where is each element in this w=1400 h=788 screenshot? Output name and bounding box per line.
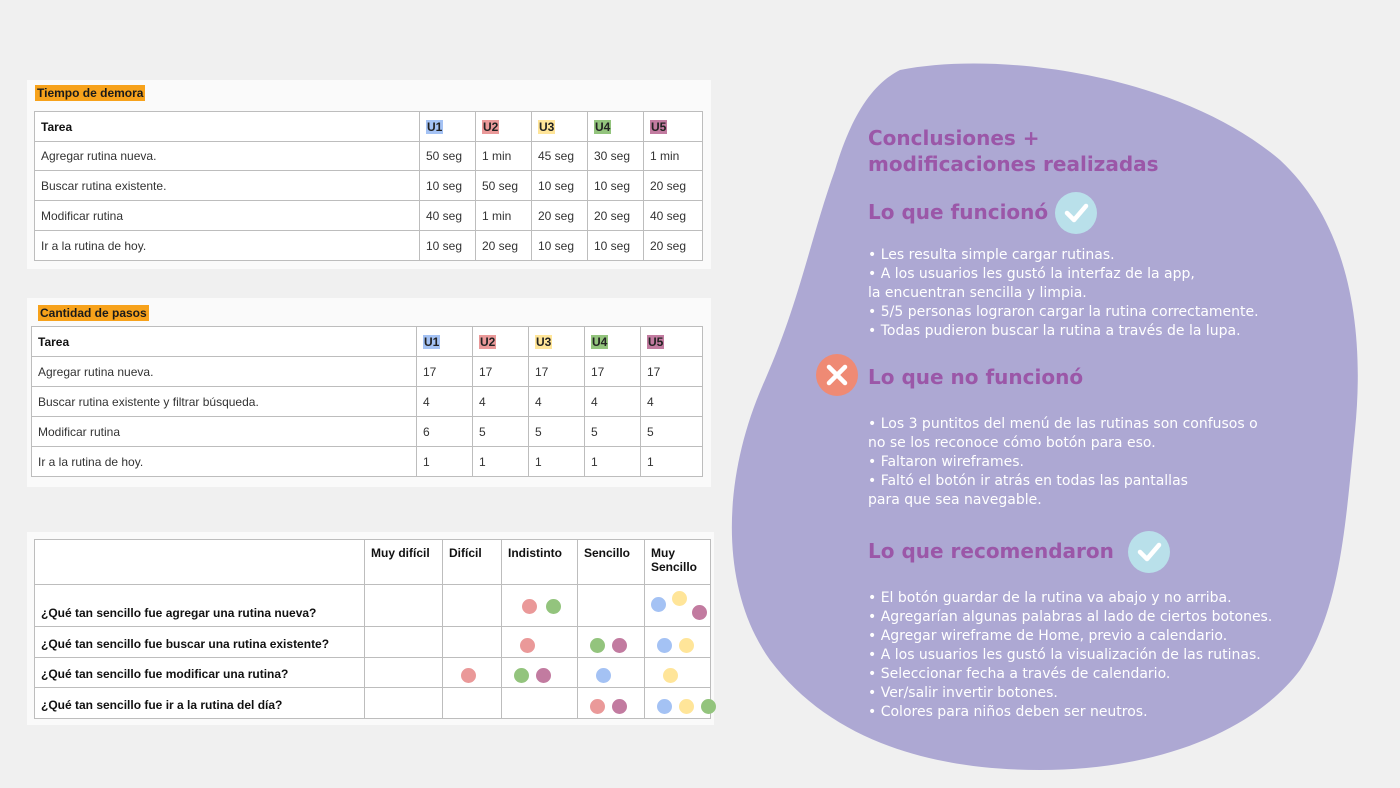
value-cell-u2: 1 min: [476, 201, 532, 231]
not-worked-list: • Los 3 puntitos del menú de las rutinas son confusos o no se los reconoce cómo botón para eso. • Faltaron wireframes. • Faltó el botón ir atrás en todas las pantallas para que sea navegable.: [868, 416, 1258, 508]
value-cell-u5: 1 min: [644, 142, 703, 171]
recommended-heading: Lo que recomendaron: [868, 539, 1114, 563]
task-cell: Ir a la rutina de hoy.: [35, 231, 420, 261]
value-cell-u3: 17: [529, 357, 585, 387]
value-cell-u3: 10 seg: [532, 171, 588, 201]
value-cell-u2: 4: [473, 387, 529, 417]
value-cell-u2: 17: [473, 357, 529, 387]
task-cell: Buscar rutina existente.: [35, 171, 420, 201]
task-header: Tarea: [35, 112, 420, 142]
survey-question: ¿Qué tan sencillo fue agregar una rutina nueva?: [35, 585, 365, 627]
value-cell-u1: 4: [417, 387, 473, 417]
value-cell-u4: 30 seg: [588, 142, 644, 171]
conclusions-title: [868, 125, 1159, 177]
user-label-u1: U1: [424, 334, 440, 349]
user-label-u2: U2: [483, 119, 499, 134]
user-label-u3: U3: [539, 119, 555, 134]
not-worked-heading: Lo que no funcionó: [868, 365, 1084, 389]
value-cell-u3: 4: [529, 387, 585, 417]
value-cell-u1: 10 seg: [420, 171, 476, 201]
value-cell-u4: 1: [585, 447, 641, 477]
value-cell-u1: 40 seg: [420, 201, 476, 231]
value-cell-u2: 20 seg: [476, 231, 532, 261]
user-label-u3: U3: [536, 334, 552, 349]
value-cell-u5: 20 seg: [644, 171, 703, 201]
value-cell-u5: 4: [641, 387, 703, 417]
survey-col-indistinto: Indistinto: [502, 540, 578, 585]
user-label-u5: U5: [648, 334, 664, 349]
value-cell-u2: 5: [473, 417, 529, 447]
survey-question: ¿Qué tan sencillo fue buscar una rutina existente?: [35, 627, 365, 658]
value-cell-u4: 4: [585, 387, 641, 417]
value-cell-u1: 1: [417, 447, 473, 477]
value-cell-u4: 20 seg: [588, 201, 644, 231]
check-icon: [1128, 531, 1170, 573]
value-cell-u1: 17: [417, 357, 473, 387]
survey-col-muy-dificil: Muy difícil: [365, 540, 443, 585]
value-cell-u5: 40 seg: [644, 201, 703, 231]
recommended-list: • El botón guardar de la rutina va abajo y no arriba. • Agregarían algunas palabras al lado de ciertos botones. • Agregar wireframe de Home, previo a calendario. • A los usuarios les gustó la visualización de las rutinas. • Seleccionar fecha a través de calendario. • Ver/salir invertir botones. • Colores para niños deben ser neutros.: [868, 590, 1273, 720]
survey-col-muy-sencillo: Muy Sencillo: [645, 540, 711, 585]
value-cell-u4: 5: [585, 417, 641, 447]
value-cell-u4: 10 seg: [588, 231, 644, 261]
user-label-u4: U4: [595, 119, 611, 134]
value-cell-u3: 10 seg: [532, 231, 588, 261]
value-cell-u2: 1 min: [476, 142, 532, 171]
check-icon: [1055, 192, 1097, 234]
value-cell-u5: 20 seg: [644, 231, 703, 261]
value-cell-u4: 17: [585, 357, 641, 387]
user-label-u2: U2: [480, 334, 496, 349]
cross-icon: [816, 354, 858, 396]
value-cell-u2: 50 seg: [476, 171, 532, 201]
user-label-u5: U5: [651, 119, 667, 134]
value-cell-u3: 5: [529, 417, 585, 447]
value-cell-u5: 1: [641, 447, 703, 477]
value-cell-u1: 10 seg: [420, 231, 476, 261]
value-cell-u5: 17: [641, 357, 703, 387]
value-cell-u3: 45 seg: [532, 142, 588, 171]
value-cell-u4: 10 seg: [588, 171, 644, 201]
survey-col-sencillo: Sencillo: [578, 540, 645, 585]
steps-table-tag: Cantidad de pasos: [40, 306, 147, 320]
task-cell: Modificar rutina: [35, 201, 420, 231]
task-cell: Modificar rutina: [32, 417, 417, 447]
time-table-tag: Tiempo de demora: [37, 86, 144, 100]
user-label-u1: U1: [427, 119, 443, 134]
user-label-u4: U4: [592, 334, 608, 349]
conclusions-title-line2: modificaciones realizadas: [868, 152, 1159, 176]
task-cell: Agregar rutina nueva.: [32, 357, 417, 387]
value-cell-u1: 6: [417, 417, 473, 447]
survey-col-dificil: Difícil: [443, 540, 502, 585]
task-cell: Ir a la rutina de hoy.: [32, 447, 417, 477]
survey-question: ¿Qué tan sencillo fue modificar una rutina?: [35, 658, 365, 688]
value-cell-u3: 1: [529, 447, 585, 477]
conclusions-title-line1: Conclusiones +: [868, 126, 1040, 150]
survey-question: ¿Qué tan sencillo fue ir a la rutina del día?: [35, 688, 365, 719]
value-cell-u3: 20 seg: [532, 201, 588, 231]
value-cell-u1: 50 seg: [420, 142, 476, 171]
task-cell: Buscar rutina existente y filtrar búsqueda.: [32, 387, 417, 417]
value-cell-u5: 5: [641, 417, 703, 447]
worked-heading: Lo que funcionó: [868, 200, 1049, 224]
worked-list: • Les resulta simple cargar rutinas. • A los usuarios les gustó la interfaz de la app, la encuentran sencilla y limpia. • 5/5 personas lograron cargar la rutina correctamente. • Todas pudieron buscar la rutina a través de la lupa.: [868, 247, 1259, 339]
task-header: Tarea: [32, 327, 417, 357]
value-cell-u2: 1: [473, 447, 529, 477]
task-cell: Agregar rutina nueva.: [35, 142, 420, 171]
